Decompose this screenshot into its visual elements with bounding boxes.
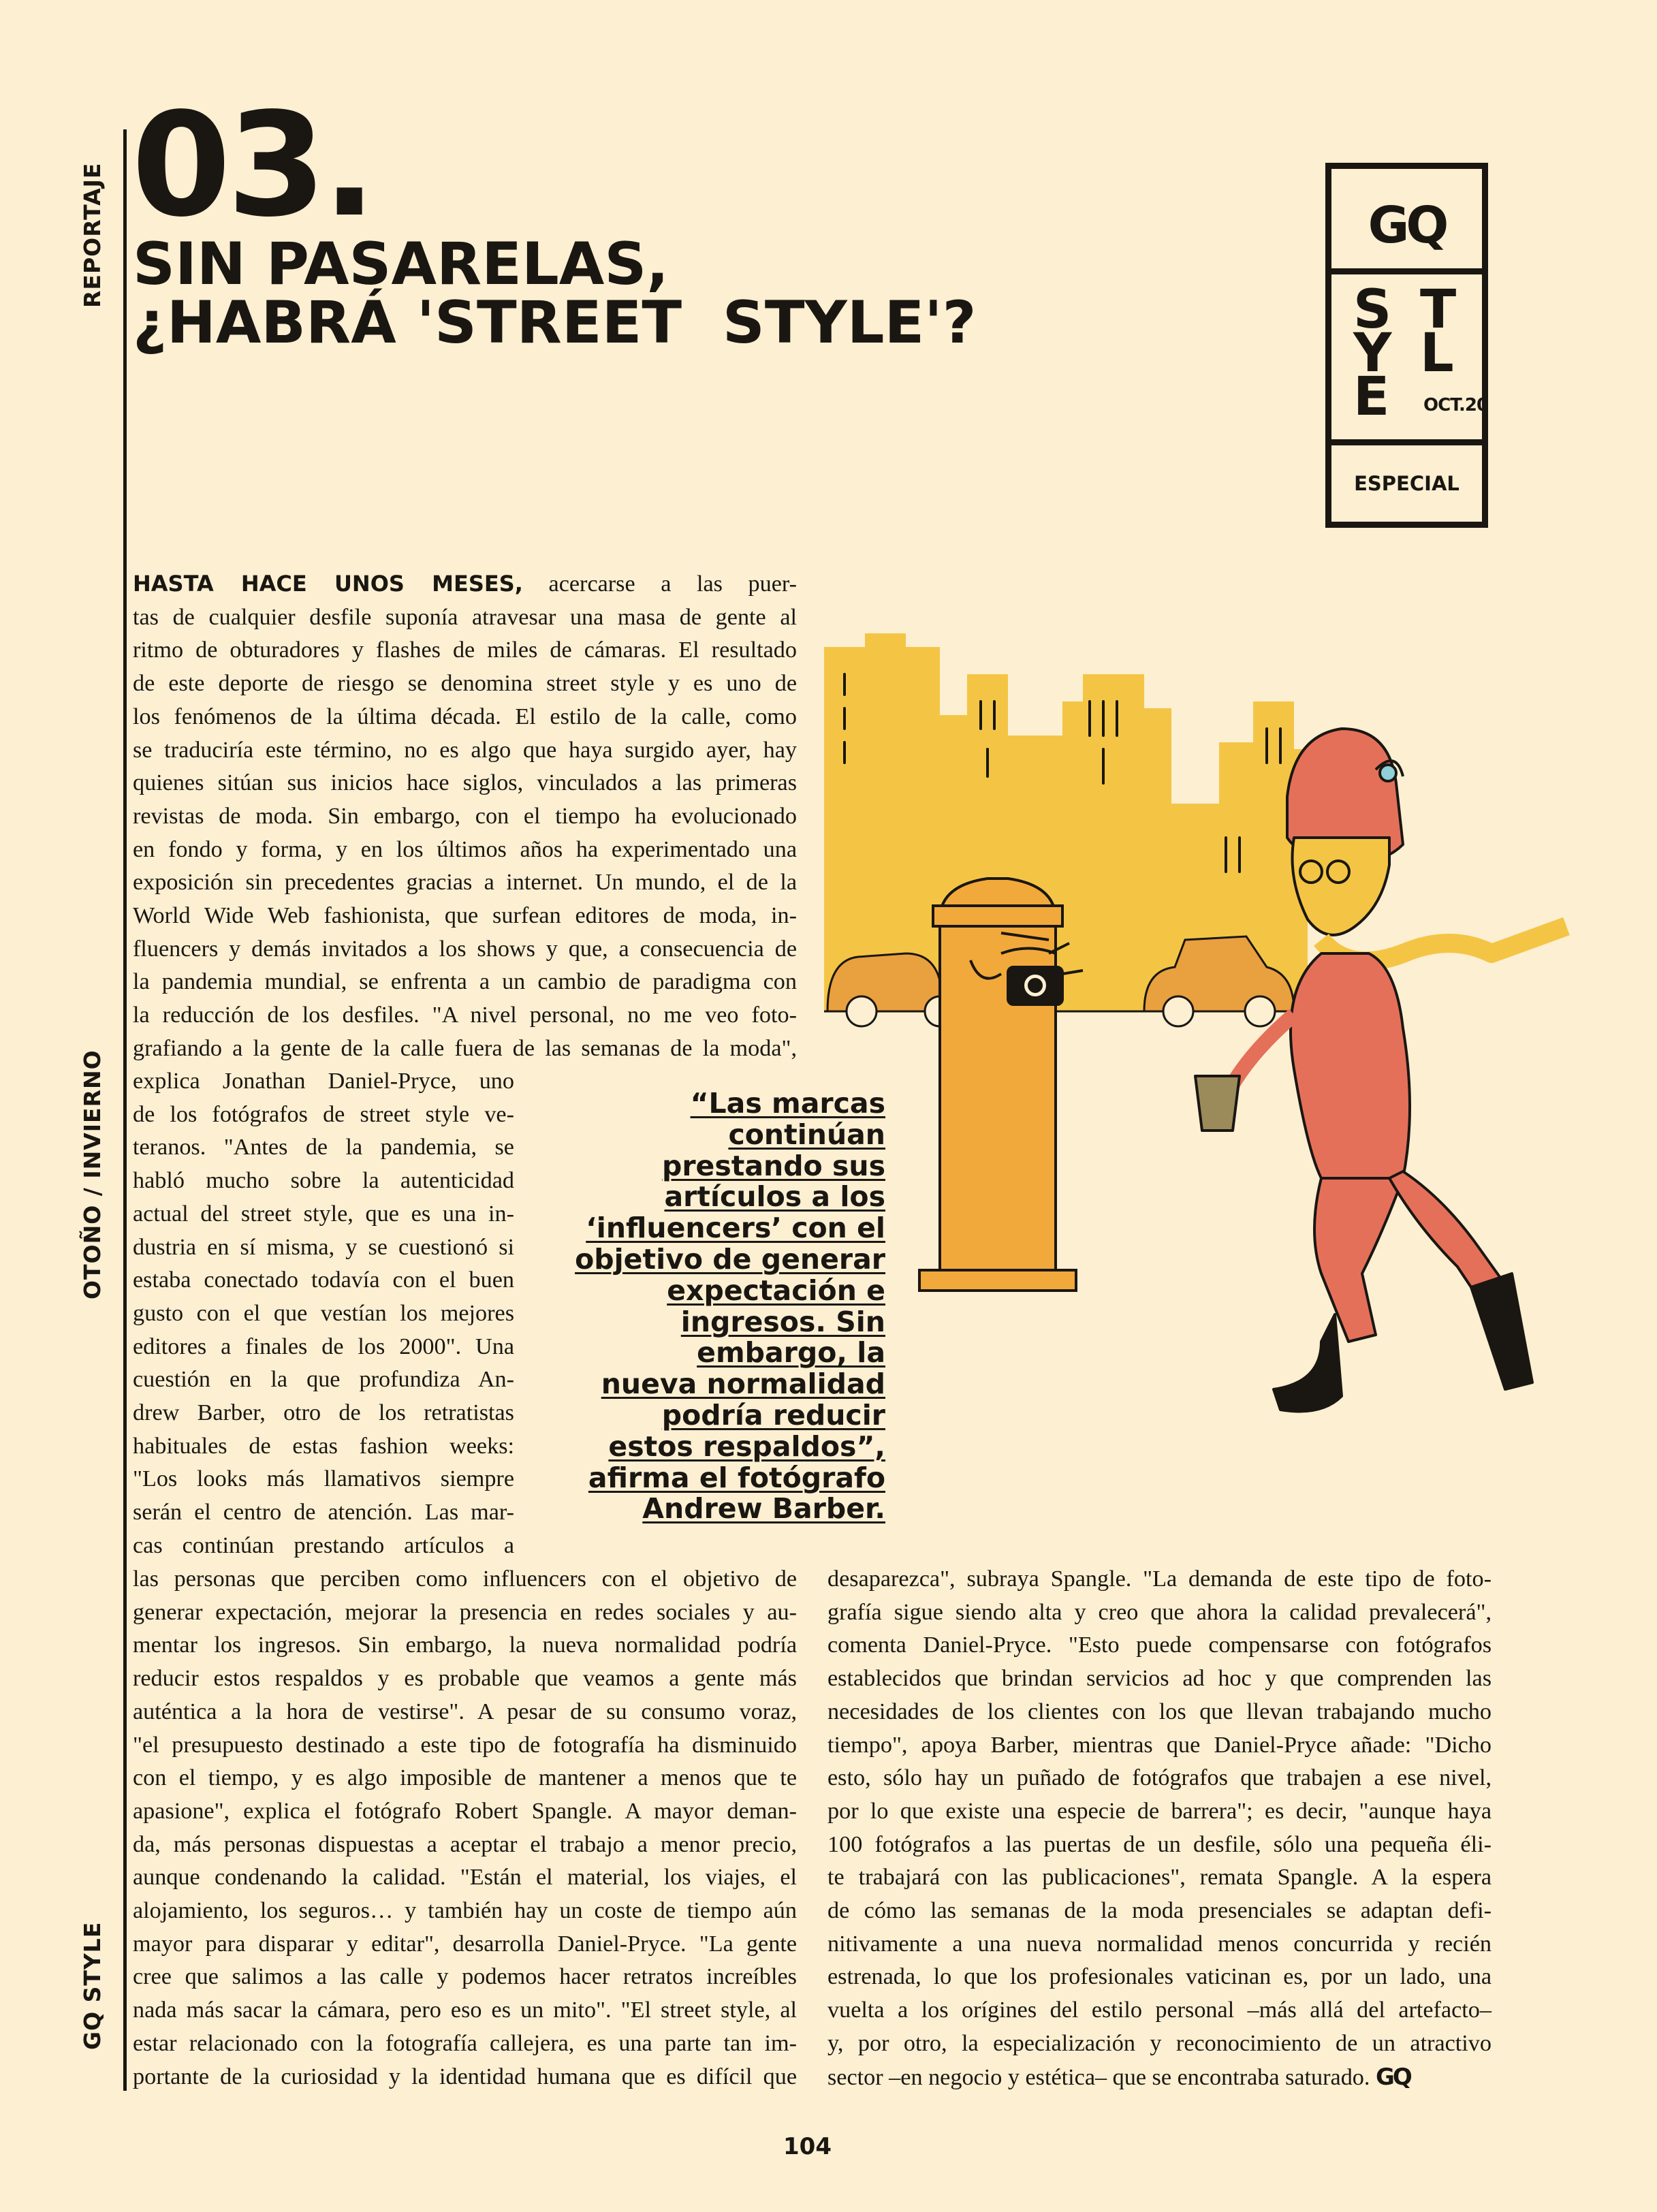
gq-style-badge [1325,163,1488,528]
body-line: tas de cualquier desfile suponía atravesar una masa de gente al [133,604,797,630]
body-line: con el tiempo, y es algo imposible de mantener a menos que te [133,1765,797,1791]
body-line: serán el centro de atención. Las mar- [133,1500,514,1526]
body-column-narrow [133,1065,514,1563]
body-line: actual del street style, que es una in- [133,1201,514,1227]
body-line: vuelta a los orígines del estilo personal –más allá del artefacto– [827,1997,1492,2023]
body-line: cree que salimos a las calle y podemos hacer retratos increíbles [133,1964,797,1990]
body-line: la pandemia mundial, se enfrenta a un cambio de paradigma con [133,969,797,995]
gq-logo: GQ [1368,196,1446,255]
brand-label: GQ STYLE [79,1921,106,2050]
pull-quote-line: embargo, la [697,1336,885,1370]
body-line: te trabajará con las publicaciones", remata Spangle. A la espera [827,1865,1492,1891]
body-line: comenta Daniel-Pryce. "Esto puede compensarse con fotógrafos [827,1632,1492,1658]
body-column-2 [827,1563,1492,2094]
body-line: estar relacionado con la fotografía callejera, es una parte tan im- [133,2030,797,2056]
title-line-2: ¿HABRÁ 'STREET STYLE'? [133,289,977,357]
street-style-illustration [804,633,1600,1464]
body-line: estaba conectado todavía con el buen [133,1267,514,1293]
body-line: establecidos que brindan servicios ad hoc y que comprenden las [827,1666,1492,1692]
body-line: gusto con el que vestían los mejores [133,1300,514,1326]
body-line: las personas que perciben como influencers con el objetivo de [133,1566,797,1592]
body-line: World Wide Web fashionista, que surfean editores de moda, in- [133,903,797,929]
body-line: los fenómenos de la última década. El estilo de la calle, como [133,704,797,729]
body-line: cas continúan prestando artículos a [133,1532,514,1558]
pull-quote-line: expectación e [667,1274,885,1307]
body-line: y, por otro, la especialización y reconocimiento de un atractivo [827,2030,1492,2056]
body-line: ritmo de obturadores y flashes de miles de cámaras. El resultado [133,637,797,663]
issue-date: OCT.20 [1423,395,1489,415]
body-line: generar expectación, mejorar la presencia en redes sociales y au- [133,1599,797,1625]
page-number: 104 [783,2133,832,2160]
pull-quote-line: ‘influencers’ con el [586,1212,885,1245]
body-line: alojamiento, los seguros… y también hay un coste de tiempo aún [133,1898,797,1924]
body-line: exposición sin precedentes gracias a internet. Un mundo, el de la [133,870,797,896]
body-line: explica Jonathan Daniel-Pryce, uno [133,1069,514,1094]
season-label: OTOÑO / INVIERNO [79,1049,106,1299]
body-line: grafía sigue siendo alta y creo que ahora la calidad prevalecerá", [827,1599,1492,1625]
body-line: cuestión en la que profundiza An- [133,1367,514,1393]
section-label: REPORTAJE [79,162,106,308]
body-line: aunque condenando la calidad. "Están el material, los viajes, el [133,1865,797,1891]
body-line: 100 fotógrafos a las puertas de un desfile, sólo una pequeña éli- [827,1831,1492,1857]
pull-quote-line: podría reducir [661,1398,885,1432]
body-line: nada más sacar la cámara, pero eso es un mito". "El street style, al [133,1997,797,2023]
article-number: 03. [131,82,373,249]
end-mark: GQ [1375,2063,1410,2091]
pull-quote-line: nueva normalidad [601,1368,885,1401]
body-line: mayor para disparar y editar", desarrolla Daniel-Pryce. "La gente [133,1931,797,1957]
body-line: habló mucho sobre la autenticidad [133,1168,514,1194]
body-line: "Los looks más llamativos siempre [133,1466,514,1492]
body-line: reducir estos respaldos y es probable que veamos a gente más [133,1666,797,1692]
body-line: drew Barber, otro de los retratistas [133,1400,514,1426]
badge-divider [1331,268,1482,274]
badge-letter: E [1353,366,1390,428]
body-line: HASTA HACE UNOS MESES, acercarse a las puer- [133,571,797,597]
body-line: tiempo", apoya Barber, mientras que Daniel-Pryce añade: "Dicho [827,1732,1492,1758]
body-line: editores a finales de los 2000". Una [133,1333,514,1359]
sidebar-rule [123,129,127,2091]
body-line: en fondo y forma, y en los últimos años ha experimentado una [133,836,797,862]
pull-quote-line: Andrew Barber. [642,1492,885,1526]
body-line: de cómo las semanas de la moda presenciales se adaptan defi- [827,1898,1492,1924]
pull-quote-line: objetivo de generar [575,1242,885,1276]
badge-letter: Y [1353,323,1392,384]
body-line: "el presupuesto destinado a este tipo de fotografía ha disminuido [133,1732,797,1758]
badge-letter: S [1353,279,1392,341]
body-line: de los fotógrafos de street style ve- [133,1101,514,1127]
body-line: dustria en sí misma, y se cuestionó si [133,1234,514,1260]
article-title [133,230,977,357]
badge-letter: T [1420,279,1457,341]
body-column-1 [133,567,797,1066]
body-line: la reducción de los desfiles. "A nivel personal, no me veo foto- [133,1002,797,1028]
badge-letter: L [1420,323,1454,384]
body-line: nitivamente a una nueva normalidad menos concurrida y recién [827,1931,1492,1957]
body-line: se traduciría este término, no es algo que haya surgido ayer, hay [133,737,797,763]
body-line: esto, sólo hay un puñado de fotógrafos que trabajen a ese nivel, [827,1765,1492,1791]
body-line: de este deporte de riesgo se denomina street style y es uno de [133,671,797,697]
pull-quote-line: artículos a los [664,1180,885,1214]
lead-in: HASTA HACE UNOS MESES, [133,571,523,597]
pull-quote-line: ingresos. Sin [680,1305,885,1338]
pull-quote-line: “Las marcas [690,1087,885,1120]
pull-quote [538,1088,885,1525]
body-line: portante de la curiosidad y la identidad humana que es difícil que [133,2064,797,2089]
body-line: desaparezca", subraya Spangle. "La demanda de este tipo de foto- [827,1566,1492,1592]
body-line: necesidades de los clientes con los que llevan trabajando mucho [827,1698,1492,1724]
badge-divider [1331,439,1482,445]
badge-tag: ESPECIAL [1354,472,1459,495]
pull-quote-line: prestando sus [661,1149,885,1182]
body-line: mentar los ingresos. Sin embargo, la nueva normalidad podría [133,1632,797,1658]
body-column-1-lower [133,1563,797,2094]
body-line: auténtica a la hora de vestirse". A pesar de su consumo voraz, [133,1698,797,1724]
body-line: da, más personas dispuestas a aceptar el trabajo a menor precio, [133,1831,797,1857]
body-line: grafiando a la gente de la calle fuera de las semanas de la moda", [133,1035,797,1061]
body-line: quienes sitúan sus inicios hace siglos, vinculados a las primeras [133,770,797,796]
pull-quote-line: afirma el fotógrafo [588,1461,885,1494]
body-line: estrenada, lo que los profesionales vaticinan es, por un lado, una [827,1964,1492,1990]
body-line: teranos. "Antes de la pandemia, se [133,1135,514,1160]
body-line: sector –en negocio y estética– que se encontraba saturado. GQ [827,2063,1410,2091]
pull-quote-line: estos respaldos”, [608,1429,885,1463]
pull-quote-line: continúan [728,1118,885,1151]
title-line-1: SIN PASARELAS, [133,230,669,298]
body-line: revistas de moda. Sin embargo, con el tiempo ha evolucionado [133,803,797,829]
body-line: apasione", explica el fotógrafo Robert Spangle. A mayor deman- [133,1798,797,1824]
body-line: habituales de estas fashion weeks: [133,1433,514,1459]
body-line: fluencers y demás invitados a los shows y que, a consecuencia de [133,936,797,962]
body-line: por lo que existe una especie de barrera"; es decir, "aunque haya [827,1798,1492,1824]
